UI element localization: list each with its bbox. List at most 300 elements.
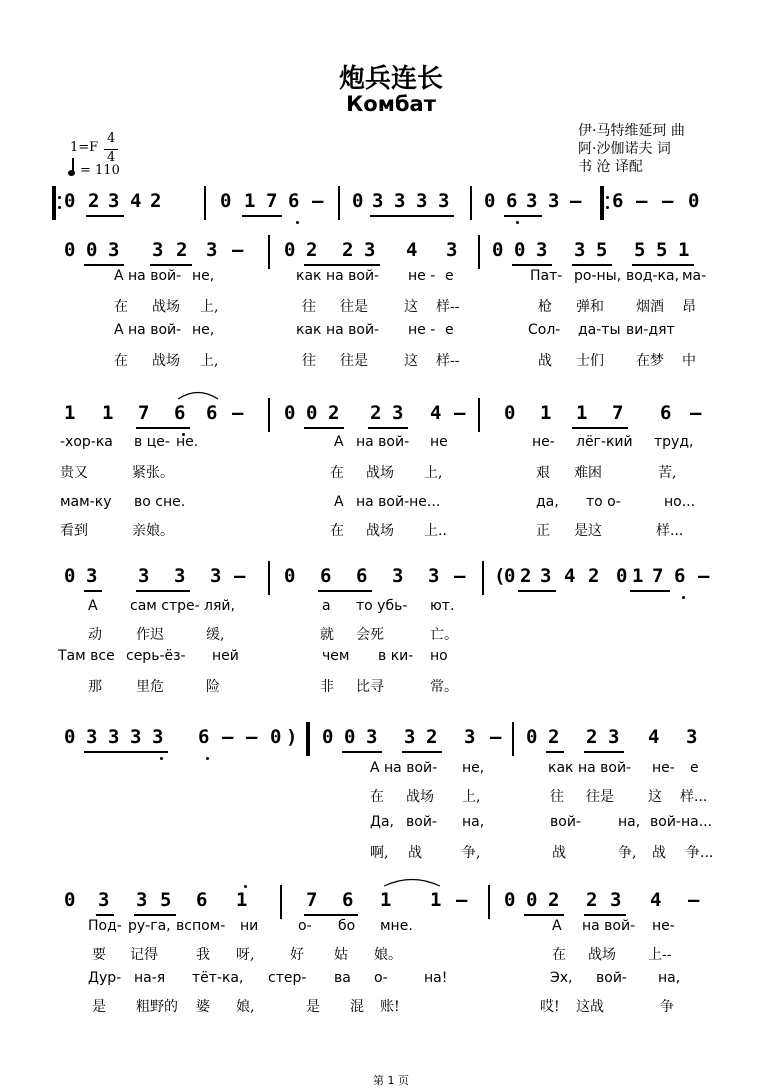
lyric-syllable: 往是 <box>340 299 368 315</box>
jianpu-note: 0 <box>284 402 296 424</box>
jianpu-note: – <box>222 726 234 748</box>
lyric-syllable: 这 <box>404 353 418 369</box>
jianpu-note: 3 <box>138 565 150 587</box>
jianpu-note: 0 <box>526 726 538 748</box>
lyric-syllable: мам-ку <box>60 494 112 510</box>
barline <box>280 885 282 919</box>
lyric-syllable: вой-на... <box>650 814 713 830</box>
lyric-syllable: 中 <box>682 353 696 369</box>
jianpu-note: 1 <box>430 889 442 911</box>
jianpu-note: 5 <box>596 239 608 261</box>
lyric-syllable: 粗野的 <box>136 999 178 1015</box>
beam-underline <box>630 590 670 592</box>
lyric-syllable: Пат- <box>530 268 563 284</box>
lyric-syllable: 往是 <box>586 789 614 805</box>
lyric-syllable: 往 <box>302 299 316 315</box>
lyric-syllable: 在 <box>330 465 344 481</box>
jianpu-note: 7 <box>266 190 278 212</box>
barline <box>482 561 484 595</box>
jianpu-note: 3 <box>372 190 384 212</box>
jianpu-note: 0 <box>504 402 516 424</box>
lyric-syllable: в це- <box>134 434 170 450</box>
lyric-syllable: 紧张。 <box>132 465 174 481</box>
jianpu-note: 0 <box>64 239 76 261</box>
beam-underline <box>96 914 114 916</box>
jianpu-note: 1 <box>540 402 552 424</box>
jianpu-note: 0 <box>688 190 700 212</box>
lyric-syllable: 样-- <box>436 299 460 315</box>
octave-dot-high <box>244 885 247 888</box>
lyric-syllable: ней <box>212 648 239 664</box>
lyric-syllable: 里危 <box>136 679 164 695</box>
lyric-syllable: 这 <box>648 789 662 805</box>
jianpu-note: 2 <box>306 239 318 261</box>
lyric-syllable: -хор-ка <box>60 434 113 450</box>
jianpu-note: 4 <box>406 239 418 261</box>
lyric-syllable: 动 <box>88 627 102 643</box>
jianpu-note: 4 <box>430 402 442 424</box>
lyric-syllable: 姑 <box>334 947 348 963</box>
jianpu-note: 2 <box>548 889 560 911</box>
lyric-syllable: 争, <box>462 845 481 861</box>
lyric-syllable: да-ты <box>578 322 621 338</box>
lyric-syllable: 混 <box>350 999 364 1015</box>
jianpu-note: 6 <box>174 402 186 424</box>
tempo-mark: = 110 <box>80 163 120 178</box>
lyric-syllable: Под- <box>88 918 122 934</box>
lyric-syllable: 好 <box>290 947 304 963</box>
lyric-syllable: на вой- <box>356 434 410 450</box>
jianpu-note: 3 <box>464 726 476 748</box>
jianpu-note: 3 <box>364 239 376 261</box>
jianpu-note: 3 <box>206 239 218 261</box>
beam-underline <box>584 914 626 916</box>
lyric-syllable: на! <box>424 970 448 986</box>
jianpu-note: 0 <box>270 726 282 748</box>
lyric-syllable: не- <box>532 434 555 450</box>
jianpu-note: 6 <box>612 190 624 212</box>
lyric-syllable: как на вой- <box>296 322 380 338</box>
barline <box>306 722 310 756</box>
jianpu-note: 6 <box>206 402 218 424</box>
barline <box>512 722 514 756</box>
lyric-syllable: 样... <box>656 523 684 539</box>
lyric-syllable: 战场 <box>366 465 394 481</box>
lyric-syllable: Сол- <box>528 322 561 338</box>
jianpu-note: 3 <box>108 190 120 212</box>
lyric-syllable: чем <box>322 648 350 664</box>
lyric-syllable: труд, <box>654 434 694 450</box>
jianpu-note: ( <box>494 565 506 587</box>
lyric-syllable: 样-- <box>436 353 460 369</box>
song-subtitle: Комбат <box>346 92 436 116</box>
jianpu-note: 6 <box>198 726 210 748</box>
lyric-syllable: 就 <box>320 627 334 643</box>
score-system <box>0 889 782 919</box>
lyric-syllable: 亲娘。 <box>132 523 174 539</box>
lyric-syllable: 战场 <box>152 353 180 369</box>
lyric-syllable: 记得 <box>130 947 158 963</box>
jianpu-note: 2 <box>586 726 598 748</box>
jianpu-note: 3 <box>98 889 110 911</box>
beam-underline <box>368 427 408 429</box>
jianpu-note: – <box>246 726 258 748</box>
beam-underline <box>402 751 442 753</box>
jianpu-note: 7 <box>652 565 664 587</box>
jianpu-note: 3 <box>394 190 406 212</box>
jianpu-note: 0 <box>284 565 296 587</box>
beam-underline <box>546 751 564 753</box>
jianpu-note: 1 <box>632 565 644 587</box>
jianpu-note: 0 <box>220 190 232 212</box>
lyric-syllable: не - <box>408 268 436 284</box>
jianpu-note: 3 <box>174 565 186 587</box>
jianpu-note: 0 <box>526 889 538 911</box>
jianpu-note: 3 <box>86 726 98 748</box>
lyric-syllable: 这战 <box>576 999 604 1015</box>
barline <box>488 885 490 919</box>
lyric-syllable: а <box>322 598 331 614</box>
beam-underline <box>84 590 102 592</box>
lyric-syllable: 争... <box>686 845 714 861</box>
jianpu-note: – <box>698 565 710 587</box>
lyric-syllable: тёт-ка, <box>192 970 244 986</box>
jianpu-note: 3 <box>152 239 164 261</box>
key-signature: 1=F <box>70 140 99 155</box>
jianpu-note: 7 <box>138 402 150 424</box>
lyric-syllable: вод-ка, <box>626 268 680 284</box>
lyric-syllable: не, <box>192 268 215 284</box>
lyric-syllable: А на вой- <box>114 322 182 338</box>
lyric-syllable: 上, <box>200 299 219 315</box>
lyric-syllable: не. <box>176 434 199 450</box>
lyric-syllable: 往是 <box>340 353 368 369</box>
jianpu-note: 0 <box>514 239 526 261</box>
lyric-syllable: Эх, <box>550 970 573 986</box>
lyric-syllable: 在 <box>114 353 128 369</box>
lyric-syllable: 是 <box>92 999 106 1015</box>
jianpu-note: 0 <box>484 190 496 212</box>
beam-underline <box>150 264 192 266</box>
jianpu-note: 0 <box>616 565 628 587</box>
lyric-syllable: 呀, <box>236 947 255 963</box>
jianpu-note: 6 <box>320 565 332 587</box>
jianpu-note: – <box>690 402 702 424</box>
lyric-syllable: 枪 <box>538 299 552 315</box>
lyric-syllable: е <box>445 268 454 284</box>
beam-underline <box>512 264 552 266</box>
lyric-syllable: 上, <box>462 789 481 805</box>
lyric-syllable: 往 <box>302 353 316 369</box>
lyric-syllable: 贵又 <box>60 465 88 481</box>
lyric-syllable: вой- <box>406 814 437 830</box>
lyric-syllable: не - <box>408 322 436 338</box>
lyric-syllable: 比寻 <box>356 679 384 695</box>
jianpu-note: 0 <box>504 889 516 911</box>
jianpu-note: – <box>662 190 674 212</box>
lyric-syllable: 作迟 <box>136 627 164 643</box>
lyric-syllable: 非 <box>320 679 334 695</box>
beam-underline <box>242 215 282 217</box>
octave-dot-low <box>516 221 519 224</box>
lyric-syllable: А на вой- <box>370 760 438 776</box>
jianpu-note: 6 <box>196 889 208 911</box>
lyric-syllable: 争 <box>660 999 674 1015</box>
jianpu-note: 3 <box>548 190 560 212</box>
jianpu-note: 4 <box>648 726 660 748</box>
lyric-syllable: 是这 <box>574 523 602 539</box>
jianpu-note: 3 <box>428 565 440 587</box>
score-system <box>0 565 782 595</box>
lyric-syllable: на, <box>618 814 641 830</box>
score-system <box>0 239 782 269</box>
jianpu-note: 7 <box>306 889 318 911</box>
jianpu-note: 5 <box>634 239 646 261</box>
barline <box>52 186 56 220</box>
arranger-credit: 书 沧 译配 <box>578 159 643 175</box>
jianpu-note: 3 <box>152 726 164 748</box>
jianpu-note: 3 <box>416 190 428 212</box>
composer-credit: 伊·马特维延珂 曲 <box>578 123 685 139</box>
barline <box>478 398 480 432</box>
jianpu-note: 0 <box>344 726 356 748</box>
beam-underline <box>584 751 624 753</box>
jianpu-note: ) <box>286 726 298 748</box>
lyric-syllable: ро-ны, <box>574 268 622 284</box>
lyric-syllable: ни <box>240 918 259 934</box>
jianpu-note: 3 <box>608 726 620 748</box>
lyric-syllable: на-я <box>134 970 166 986</box>
jianpu-note: 1 <box>236 889 248 911</box>
barline <box>338 186 340 220</box>
jianpu-note: 0 <box>64 889 76 911</box>
jianpu-note: 2 <box>88 190 100 212</box>
jianpu-note: 0 <box>352 190 364 212</box>
lyric-syllable: А на вой- <box>114 268 182 284</box>
lyric-syllable: сам стре- <box>130 598 200 614</box>
lyric-syllable: бо <box>338 918 356 934</box>
jianpu-note: 0 <box>492 239 504 261</box>
lyric-syllable: 士们 <box>576 353 604 369</box>
jianpu-note: 1 <box>64 402 76 424</box>
lyric-syllable: 这 <box>404 299 418 315</box>
lyric-syllable: не, <box>462 760 485 776</box>
jianpu-note: 0 <box>86 239 98 261</box>
beam-underline <box>524 914 564 916</box>
jianpu-note: 2 <box>588 565 600 587</box>
jianpu-note: 1 <box>380 889 392 911</box>
lyric-syllable: е <box>445 322 454 338</box>
lyric-syllable: 娘, <box>236 999 255 1015</box>
lyric-syllable: 昂 <box>682 299 696 315</box>
lyric-syllable: вой- <box>596 970 627 986</box>
lyric-syllable: 险 <box>206 679 220 695</box>
score-system <box>0 726 782 756</box>
jianpu-note: 6 <box>660 402 672 424</box>
lyricist-credit: 阿·沙伽诺夫 词 <box>578 141 671 157</box>
jianpu-note: 3 <box>438 190 450 212</box>
lyric-syllable: 战 <box>538 353 552 369</box>
jianpu-note: – <box>688 889 700 911</box>
jianpu-note: 5 <box>656 239 668 261</box>
beam-underline <box>370 215 454 217</box>
lyric-syllable: 样... <box>680 789 708 805</box>
jianpu-note: 3 <box>210 565 222 587</box>
jianpu-note: 0 <box>306 402 318 424</box>
jianpu-note: – <box>234 565 246 587</box>
beam-underline <box>318 590 372 592</box>
beam-underline <box>86 215 124 217</box>
jianpu-note: 2 <box>586 889 598 911</box>
lyric-syllable: 账! <box>380 999 400 1015</box>
lyric-syllable: не- <box>652 918 675 934</box>
jianpu-note: 4 <box>650 889 662 911</box>
jianpu-note: – <box>232 402 244 424</box>
jianpu-note: 3 <box>86 565 98 587</box>
lyric-syllable: 是 <box>306 999 320 1015</box>
jianpu-note: 6 <box>506 190 518 212</box>
jianpu-note: 1 <box>576 402 588 424</box>
lyric-syllable: 哎! <box>540 999 560 1015</box>
lyric-syllable: Дур- <box>88 970 122 986</box>
lyric-syllable: А <box>334 434 344 450</box>
lyric-syllable: не, <box>192 322 215 338</box>
lyric-syllable: ют. <box>430 598 455 614</box>
jianpu-note: 6 <box>674 565 686 587</box>
lyric-syllable: 我 <box>196 947 210 963</box>
lyric-syllable: 在 <box>114 299 128 315</box>
lyric-syllable: 战 <box>552 845 566 861</box>
lyric-syllable: в ки- <box>378 648 414 664</box>
lyric-syllable: да, <box>536 494 559 510</box>
lyric-syllable: е <box>690 760 699 776</box>
barline <box>268 235 270 269</box>
jianpu-note: – <box>454 402 466 424</box>
jianpu-note: 4 <box>130 190 142 212</box>
lyric-syllable: 婆 <box>196 999 210 1015</box>
tie-slur <box>384 875 440 887</box>
lyric-syllable: ляй, <box>204 598 235 614</box>
repeat-dot <box>606 206 609 209</box>
lyric-syllable: то о- <box>586 494 621 510</box>
lyric-syllable: 缓, <box>206 627 225 643</box>
barline <box>268 398 270 432</box>
jianpu-note: 2 <box>426 726 438 748</box>
jianpu-note: 2 <box>342 239 354 261</box>
lyric-syllable: о- <box>374 970 388 986</box>
time-signature-top: 4 <box>107 131 116 146</box>
jianpu-note: 3 <box>130 726 142 748</box>
jianpu-note: 0 <box>64 190 76 212</box>
jianpu-note: 3 <box>392 565 404 587</box>
quarter-note-icon <box>68 170 75 176</box>
lyric-syllable: 上, <box>200 353 219 369</box>
lyric-syllable: не <box>430 434 448 450</box>
lyric-syllable: на вой- <box>582 918 636 934</box>
jianpu-note: 0 <box>64 726 76 748</box>
lyric-syllable: 在 <box>552 947 566 963</box>
jianpu-note: 2 <box>520 565 532 587</box>
page-footer: 第 1 页 <box>373 1074 409 1087</box>
octave-dot-low <box>682 596 685 599</box>
tie-slur <box>178 388 218 400</box>
beam-underline <box>504 215 542 217</box>
lyric-syllable: 战场 <box>152 299 180 315</box>
jianpu-note: 2 <box>328 402 340 424</box>
lyric-syllable: вой- <box>550 814 581 830</box>
repeat-dot <box>606 196 609 199</box>
jianpu-note: 4 <box>564 565 576 587</box>
lyric-syllable: серь-ёз- <box>126 648 186 664</box>
lyric-syllable: 难困 <box>574 465 602 481</box>
octave-dot-low <box>296 221 299 224</box>
repeat-dot <box>58 196 61 199</box>
barline <box>600 186 604 220</box>
lyric-syllable: но... <box>664 494 696 510</box>
octave-dot-low <box>160 757 163 760</box>
lyric-syllable: ва <box>334 970 351 986</box>
barline <box>204 186 206 220</box>
jianpu-note: 3 <box>536 239 548 261</box>
lyric-syllable: 在梦 <box>636 353 664 369</box>
lyric-syllable: как на вой- <box>296 268 380 284</box>
jianpu-note: 2 <box>176 239 188 261</box>
lyric-syllable: А <box>88 598 98 614</box>
lyric-syllable: лёг-кий <box>576 434 633 450</box>
jianpu-note: 1 <box>244 190 256 212</box>
jianpu-note: – <box>456 889 468 911</box>
jianpu-note: – <box>232 239 244 261</box>
beam-underline <box>136 427 190 429</box>
lyric-syllable: на вой-не... <box>356 494 441 510</box>
song-title: 炮兵连长 <box>338 64 443 94</box>
beam-underline <box>632 264 694 266</box>
lyric-syllable: о- <box>298 918 312 934</box>
lyric-syllable: 在 <box>370 789 384 805</box>
jianpu-note: 2 <box>150 190 162 212</box>
jianpu-note: 1 <box>678 239 690 261</box>
barline <box>268 561 270 595</box>
lyric-syllable: 艰 <box>536 465 550 481</box>
lyric-syllable: стер- <box>268 970 307 986</box>
beam-underline <box>572 264 612 266</box>
lyric-syllable: 要 <box>92 947 106 963</box>
beam-underline <box>518 590 556 592</box>
beam-underline <box>136 590 190 592</box>
lyric-syllable: Там все <box>58 648 115 664</box>
lyric-syllable: во сне. <box>134 494 186 510</box>
beam-underline <box>304 264 380 266</box>
beam-underline <box>342 751 382 753</box>
jianpu-note: 6 <box>342 889 354 911</box>
repeat-dot <box>58 206 61 209</box>
beam-underline <box>304 427 344 429</box>
jianpu-note: 3 <box>610 889 622 911</box>
score-system <box>0 190 782 220</box>
lyric-syllable: 上-- <box>648 947 672 963</box>
jianpu-note: 3 <box>366 726 378 748</box>
jianpu-note: – <box>312 190 324 212</box>
lyric-syllable: 那 <box>88 679 102 695</box>
lyric-syllable: 常。 <box>430 679 458 695</box>
lyric-syllable: 战场 <box>366 523 394 539</box>
lyric-syllable: на, <box>462 814 485 830</box>
beam-underline <box>84 751 168 753</box>
jianpu-note: 1 <box>102 402 114 424</box>
lyric-syllable: 上, <box>424 465 443 481</box>
jianpu-note: – <box>490 726 502 748</box>
lyric-syllable: вспом- <box>176 918 226 934</box>
